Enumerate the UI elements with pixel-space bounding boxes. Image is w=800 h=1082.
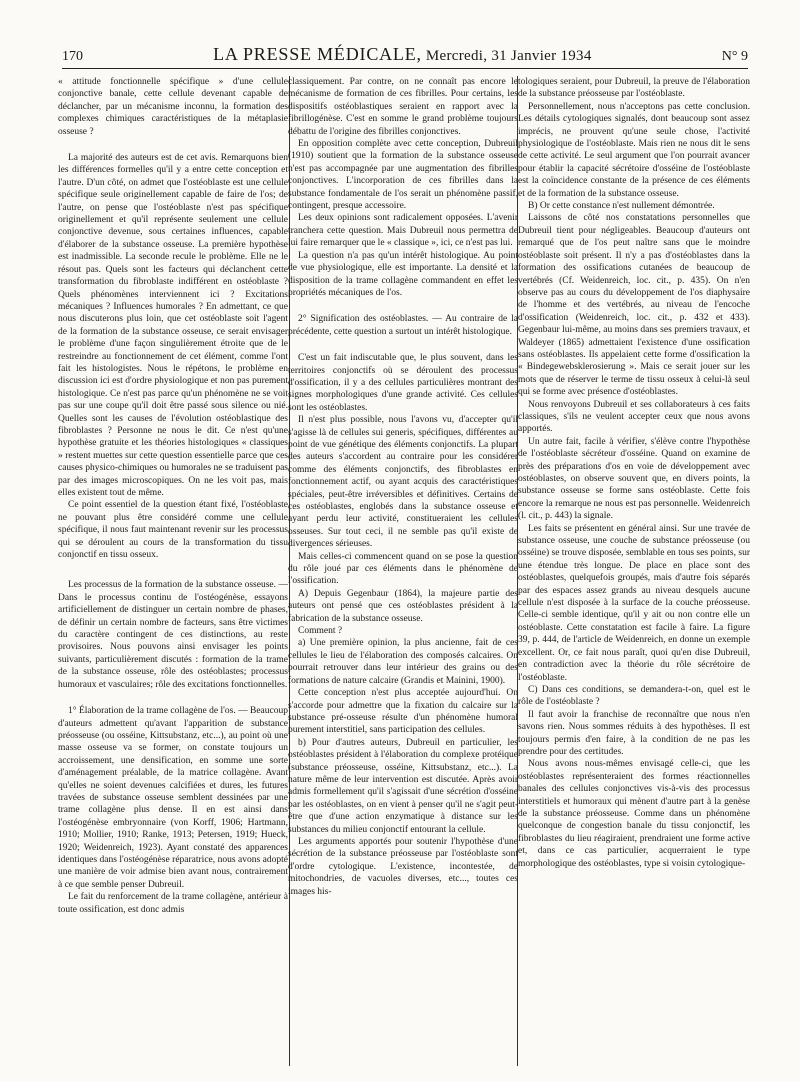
paragraph: Les arguments apportés pour soutenir l'hypothèse d'une sécrétion de la substance préosseuse par l'ostéoblaste sont d'ordre cytologique. L'existence, incontestée, de mitochondries, de vacuoles diverses, etc..., toutes ces images his- — [288, 836, 518, 897]
paragraph: La majorité des auteurs est de cet avis. Remarquons bien les différences formelles qu'il y a entre cette conception et l'autre. D'un côté, on admet que l'ostéoblaste est une cellule spécifique seule originellement capable de faire de l'os; de l'autre, on pense que l'ostéoblaste n'est pas spécifique originellement et qu'il représente seulement une cellule conjonctive devenue, sous certaines influences, capable d'élaborer de la substance osseuse. La première hypothèse est inadmissible. La seconde recule le problème. Elle ne le résout pas. Quels sont les facteurs qui déclanchent cette transformation du fibroblaste indifférent en ostéoblaste ? Quels phénomènes interviennent ici ? Excitations mécaniques ? Influences humorales ? En admettant, ce que nous discuterons plus loin, que cet ostéoblaste soit l'agent de la formation de la substance osseuse, ce serait envisager le problème d'une façon singulièrement étroite que de le restreindre au fonctionnement de cet élément, comme l'ont fait les histologistes. Nous le répétons, le problème en discussion ici est d'ordre physiologique et non pas purement histologique. Ce n'est pas parce qu'un phénomène ne se voit pas sur une coupe qu'il doit être passé sous silence ou nié. Quelles sont les causes de l'évolution ostéoblastique des fibroblastes ? Personne ne nous le dit. Ce n'est qu'une hypothèse gratuite et les théories histologiques « classiques » restent muettes sur cette question essentielle parce que ces causes physico-chimiques ou humorales ne se traduisent pas par des images microscopiques. On ne les voit pas, mais elles existent tout de même. — [58, 153, 288, 498]
paragraph: 1° Élaboration de la trame collagène de l'os. — Beaucoup d'auteurs admettent qu'avant l'apparition de substance préosseuse (ou osséine, Kittsubstanz, etc...), au point où une masse osseuse va se former, on constate toujours un accroissement, une densification, en somme une sorte d'aménagement préalable, de la matrice collagène. Avant qu'elles ne soient devenues calcifiées et dures, les futures travées de substance osseuse semblent dessinées par une trame collagène plus dense. Il en est ainsi dans l'ostéogénèse embryonnaire (von Korff, 1906; Hartmann, 1910; Mollier, 1910; Ranke, 1913; Petersen, 1919; Hueck, 1920; Weidenreich, 1923). Ayant constaté des apparences identiques dans l'ostéogénèse réparatrice, nous avons adopté une manière de voir admise bien avant nous, contrairement à ce que semble penser Dubreuil. — [58, 706, 288, 890]
paragraph: Personnellement, nous n'acceptons pas cette conclusion. Les détails cytologiques signalés, dont beaucoup sont assez imprécis, ne prouvent qu'une seule chose, l'activité physiologique de l'ostéoblaste. Mais rien ne nous dit le sens de cette activité. Le seul argument que l'on pourrait avancer pour établir la capacité sécrétoire d'osséine de l'ostéoblaste est la coïncidence constante de la présence de ces éléments et de la formation de la substance osseuse. — [518, 101, 750, 199]
paragraph: Mais celles-ci commencent quand on se pose la question du rôle joué par ces éléments dans le phénomène de l'ossification. — [288, 551, 518, 587]
issue-number: N° 9 — [721, 49, 748, 64]
paragraph: tologiques seraient, pour Dubreuil, la preuve de l'élaboration de la substance préosseuse par l'ostéoblaste. — [518, 77, 750, 100]
section-paragraph: Les processus de la formation de la substance osseuse. — Dans le processus continu de l'ostéogénèse, essayons artificiellement de distinguer un certain nombre de phases, de définir un certain nombre de facteurs, sans être victimes du caractère contingent de ces distinctions, au reste provisoires. Nous pouvons ainsi envisager les points suivants, particulièrement discutés : formation de la trame de la substance osseuse, rôle des ostéoblastes; processus humoraux et vasculaires; rôle des excitations fonctionnelles. — [58, 580, 288, 690]
masthead — [213, 44, 592, 65]
paragraph: C) Dans ces conditions, se demandera-t-on, quel est le rôle de l'ostéoblaste ? — [518, 684, 750, 708]
paragraph: Cette conception n'est plus acceptée aujourd'hui. On s'accorde pour admettre que la fixation du calcaire sur la substance pré-osseuse résulte d'un phénomène humoral purement interstitiel, sans participation des cellules. — [288, 688, 518, 736]
paragraph: Le fait du renforcement de la trame collagène, antérieur à toute ossification, est donc admis — [58, 892, 288, 915]
column-3 — [518, 76, 750, 1066]
paragraph: Comment ? — [298, 626, 343, 637]
column-2 — [288, 76, 518, 1066]
paragraph: « attitude fonctionnelle spécifique » d'une cellule conjonctive banale, cette cellule devenant capable de déclancher, par un mécanisme inconnu, la formation des complexes chimiques caractéristiques de la métaplasie osseuse ? — [58, 77, 288, 137]
paragraph: A) Depuis Gegenbaur (1864), la majeure partie des auteurs ont pensé que ces ostéoblastes président à la fabrication de la substance osseuse. — [288, 588, 518, 624]
column-1 — [58, 76, 288, 1066]
paragraph: B) Or cette constance n'est nullement démontrée. — [528, 201, 715, 212]
paragraph: classiquement. Par contre, on ne connaît pas encore le mécanisme de formation de ces fibrilles. Pour certains, les dispositifs ostéoblastiques seraient en rapport avec la fibrillogénèse. C'est en somme le grand problème toujours débattu de l'origine des fibrilles conjonctives. — [288, 77, 518, 137]
paragraph: La question n'a pas qu'un intérêt histologique. Au point de vue physiologique, elle est importante. La densité et la disposition de la trame collagène commandent en effet les propriétés mécaniques de l'os. — [288, 250, 518, 298]
journal-name: LA PRESSE MÉDICALE, — [213, 44, 422, 64]
paragraph: Laissons de côté nos constatations personnelles que Dubreuil tient pour négligeables. Beaucoup d'auteurs ont remarqué que de l'os peut naître sans que le moindre ostéoblaste soit présent. Il n'y a pas d'ostéoblastes dans la formation des ossifications cutanées de beaucoup de vertébrés (Cf. Weidenreich, loc. cit., p. 435). On n'en observe pas au cours du développement de l'os diaphysaire de l'homme et des vertébrés, au niveau de l'encoche d'ossification (Weidenreich, loc. cit., p. 432 et 433). Gegenbaur lui-même, au moins dans ses premiers travaux, et Waldeyer (1865) admettaient l'existence d'une ossification sans ostéoblastes. Ils appelaient cette forme d'ossification la « Bindegewebsklerosierung ». Mais ce serait jouer sur les mots que de réserver le terme de tissu osseux à celui-là seul qui se forme avec présence d'ostéoblastes. — [518, 213, 750, 398]
paragraph: 2° Signification des ostéoblastes. — Au contraire de la précédente, cette question a surtout un intérêt histologique. — [288, 314, 518, 337]
paragraph: Les deux opinions sont radicalement opposées. L'avenir tranchera cette question. Mais Dubreuil nous permettra de lui faire remarquer que le « classique », ici, ce n'est pas lui. — [288, 213, 518, 249]
paragraph: C'est un fait indiscutable que, le plus souvent, dans les territoires conjonctifs où se déroulent des processus d'ossification, il y a des cellules particulières montrant des signes morphologiques d'une grande activité. Ces cellules sont les ostéoblastes. — [288, 353, 518, 413]
paragraph: Nous avons nous-mêmes envisagé celle-ci, que les ostéoblastes représenteraient des formes réactionnelles banales des cellules conjonctives vis-à-vis des processus interstitiels et humoraux qui mènent d'autre part à la genèse de la substance préosseuse. Comme dans un phénomène quelconque de congestion banale du tissu conjonctif, les fibroblastes du lieu réagiraient, prendraient une forme active et, dans ce cas particulier, acquerraient le type morphologique des ostéoblastes, type si voisin cytologique- — [518, 759, 750, 869]
paragraph: a) Une première opinion, la plus ancienne, fait de ces cellules le lieu de l'élaboration des composés calcaires. On pourrait retrouver dans leur intérieur des grains ou des formations de nature calcaire (Grandis et Mainini, 1900). — [288, 638, 518, 686]
page-number: 170 — [62, 49, 83, 64]
paragraph: Un autre fait, facile à vérifier, s'élève contre l'hypothèse de l'ostéoblaste sécréteur d'osséine. Quand on examine de près des préparations d'os en voie de développement avec ostéoblastes, on observe souvent que, en divers points, la substance osseuse se forme sans ostéoblaste. Cette fois encore la remarque ne nous est pas personnelle. Weidenreich (l. cit., p. 443) la signale. — [518, 436, 750, 522]
paragraph: Il n'est plus possible, nous l'avons vu, d'accepter qu'il s'agisse là de cellules sui generis, spécifiques, différentes au point de vue génétique des éléments conjonctifs. La plupart des auteurs s'accordent au contraire pour les considérer comme des éléments conjonctifs, des fibroblastes en fonctionnement actif, ou ayant acquis des caractéristiques spéciales, peut-être irréversibles et définitives. Certains de ces ostéoblastes, englobés dans la substance osseuse et ayant perdu leur activité, constitueraient les cellules osseuses. Sur tout ceci, il ne semble pas qu'il existe de divergences sérieuses. — [288, 415, 518, 550]
paragraph: En opposition complète avec cette conception, Dubreuil (1910) soutient que la formation de la substance osseuse n'est pas accompagnée par une augmentation des fibrilles conjonctives. L'incorporation de ces fibrilles dans la substance fondamentale de l'os serait un phénomène passif, contingent, presque accessoire. — [288, 139, 518, 212]
paragraph: Ce point essentiel de la question étant fixé, l'ostéoblaste ne pouvant plus être considéré comme une cellule spécifique, il nous faut maintenant revenir sur les processus qui se déroulent au cours de la transformation du tissu conjonctif en tissu osseux. — [58, 500, 288, 561]
issue-date: Mercredi, 31 Janvier 1934 — [425, 48, 592, 64]
paragraph: Les faits se présentent en général ainsi. Sur une travée de substance osseuse, une couche de substance préosseuse (ou osséine) se trouve disposée, semblable en tous ses points, sur une étendue très longue. De place en place sont des ostéoblastes, quelquefois groupés, mais d'autre fois séparés par des espaces assez grands au niveau desquels aucune cellule n'est disposée à la surface de la couche préosseuse. Celle-ci semble identique, qu'il y ait ou non contre elle un ostéoblaste. Cette constatation est facile à faire. La figure 39, p. 444, de l'article de Weidenreich, en donne un exemple excellent. Or, ce fait nous paraît, quoi qu'en dise Dubreuil, en contradiction avec la théorie du rôle sécrétoire de l'ostéoblaste. — [518, 523, 750, 683]
paragraph: Nous renvoyons Dubreuil et ses collaborateurs à ces faits classiques, s'ils ne veulent accepter ceux que nous avons apportés. — [518, 399, 750, 435]
page-header — [62, 44, 748, 69]
paragraph: Il faut avoir la franchise de reconnaître que nous n'en savons rien. Nous sommes réduits à des hypothèses. Il est toujours permis d'en faire, à la condition de ne pas les prendre pour des certitudes. — [518, 709, 750, 757]
paragraph: b) Pour d'autres auteurs, Dubreuil en particulier, les ostéoblastes président à l'élaboration du complexe protéique (substance préosseuse, osséine, Kittsubstanz, etc...). La nature même de leur intervention est discutée. Après avoir admis formellement qu'il s'agissait d'une sécrétion d'osséine par les ostéoblastes, on en vient à penser qu'il ne s'agit peut-être que d'une action enzymatique à distance sur les substances du milieu conjonctif entourant la cellule. — [288, 737, 518, 835]
